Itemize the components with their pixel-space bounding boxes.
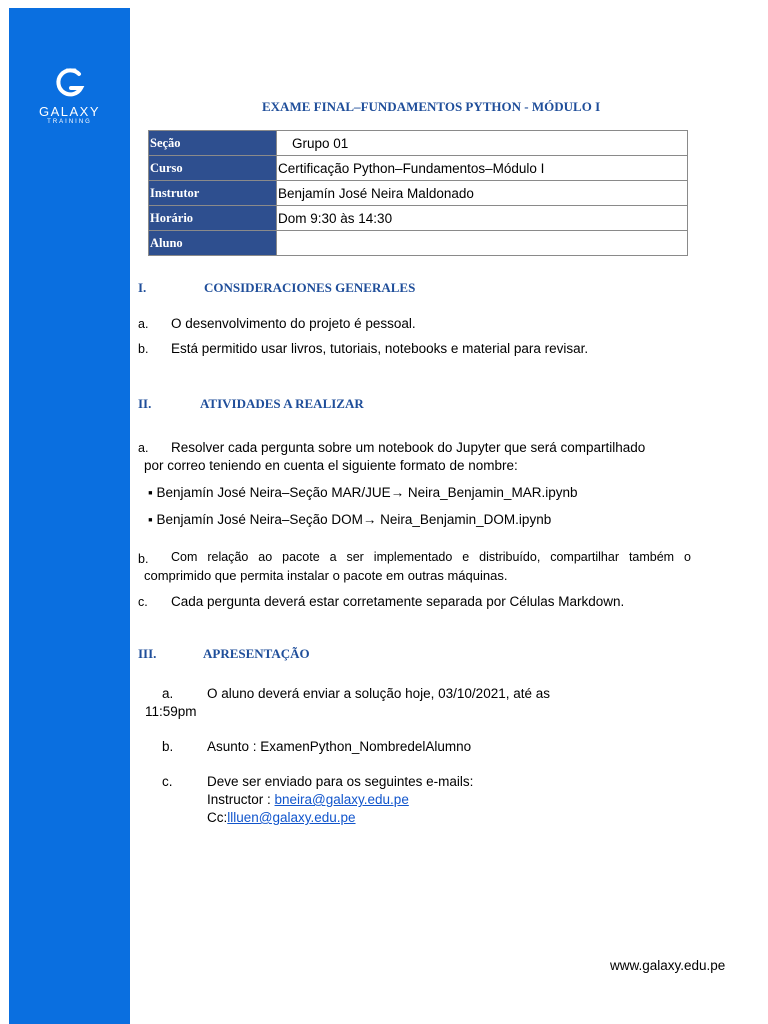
logo-brand: GALAXY [38,104,101,119]
list-marker: b. [138,342,149,356]
row-label: Seção [149,131,277,156]
row-label: Aluno [149,231,277,256]
section-number: III. [138,646,157,661]
list-marker: c. [138,595,148,609]
cc-label: Cc: [207,810,228,825]
instructor-email-link[interactable]: bneira@galaxy.edu.pe [274,792,409,807]
list-marker: b. [162,739,174,754]
cc-email-line [207,809,356,826]
row-value [277,131,688,156]
section-title: ATIVIDADES A REALIZAR [200,396,364,411]
galaxy-g-icon [53,66,87,102]
list-item: Deve ser enviado para os seguintes e-mails: [207,774,474,789]
page-title: EXAME FINAL–FUNDAMENTOS PYTHON - MÓDULO I [262,99,601,114]
list-marker: a. [162,686,174,701]
list-marker: a. [138,317,149,331]
bullet-item: ▪ Benjamín José Neira–Seção DOM→ Neira_Benjamin_DOM.ipynb [148,512,552,527]
table-row [149,156,688,181]
sidebar-band [9,8,130,1024]
aluno-field[interactable] [277,231,688,256]
logo-sub: TRAINING [47,119,92,125]
row-label: Instrutor [149,181,277,206]
section-heading [138,396,538,412]
galaxy-logo [9,66,130,125]
row-value: Certificação Python–Fundamentos–Módulo I [277,156,688,181]
section-title: APRESENTAÇÃO [203,646,310,661]
section-title: CONSIDERACIONES GENERALES [204,280,416,295]
list-item: Com relação ao pacote a ser implementado e distribuído, compartilhar também o [171,550,691,564]
table-row [149,131,688,156]
section-heading [138,646,538,662]
list-item: Cada pergunta deverá estar corretamente separada por Células Markdown. [171,594,625,609]
list-marker: c. [162,774,173,789]
row-label: Horário [149,206,277,231]
section-number: II. [138,396,152,411]
list-item-continued: por correo teniendo en cuenta el siguiente formato de nombre: [144,458,518,473]
instructor-label: Instructor : [207,792,275,807]
table-row [149,231,688,256]
cc-email-link[interactable]: llluen@galaxy.edu.pe [227,810,356,825]
row-value-text: Grupo 01 [292,135,349,151]
list-item: Resolver cada pergunta sobre um notebook do Jupyter que será compartilhado [171,440,646,455]
list-marker: a. [138,441,149,455]
info-table [148,130,688,256]
section-heading [138,280,538,296]
list-item: Asunto : ExamenPython_NombredelAlumno [207,739,472,754]
row-value: Dom 9:30 às 14:30 [277,206,688,231]
list-item-continued: 11:59pm [145,704,197,719]
list-item: O aluno deverá enviar a solução hoje, 03/10/2021, até as [207,686,550,701]
table-row [149,181,688,206]
row-label: Curso [149,156,277,181]
list-item: O desenvolvimento do projeto é pessoal. [171,316,416,331]
bullet-item: ▪ Benjamín José Neira–Seção MAR/JUE→ Neira_Benjamin_MAR.ipynb [148,485,578,500]
section-number: I. [138,280,147,295]
list-item: Está permitido usar livros, tutoriais, notebooks e material para revisar. [171,341,589,356]
list-item-continued: comprimido que permita instalar o pacote em outras máquinas. [144,568,508,583]
list-marker: b. [138,552,149,566]
table-row [149,206,688,231]
row-value: Benjamín José Neira Maldonado [277,181,688,206]
instructor-email-line [207,791,409,808]
footer-website: www.galaxy.edu.pe [610,958,726,973]
